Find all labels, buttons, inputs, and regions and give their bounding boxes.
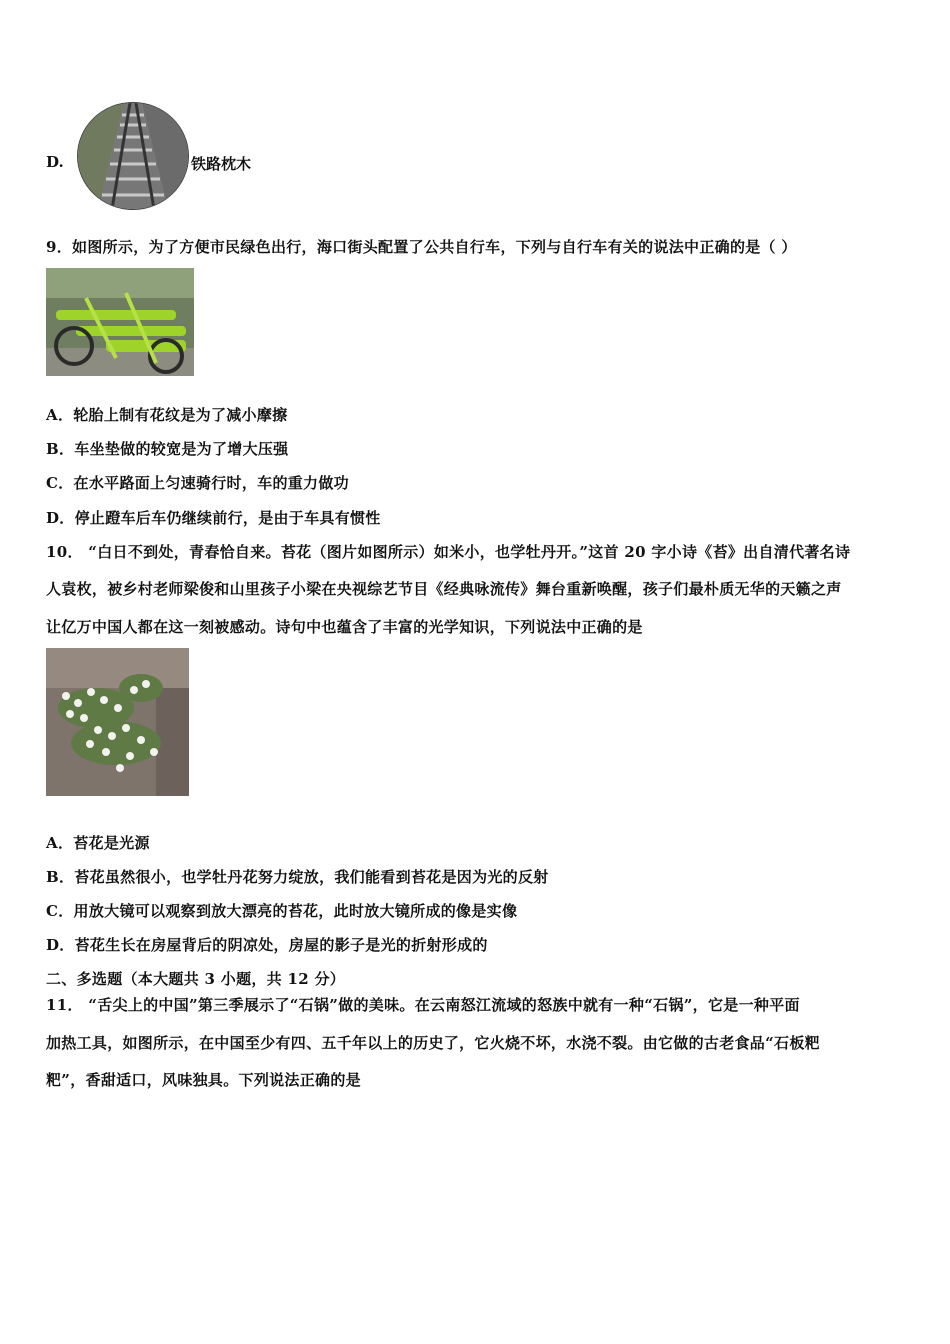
q9-option-b: B．车坐垫做的较宽是为了增大压强 bbox=[46, 440, 289, 458]
q9-option-d: D．停止蹬车后车仍继续前行，是由于车具有惯性 bbox=[46, 509, 381, 527]
q11-stem-line-2: 加热工具，如图所示，在中国至少有四、五千年以上的历史了，它火烧不坏，水浇不裂。由它做的古老食品“石板粑 bbox=[46, 1034, 820, 1052]
q10-option-d: D．苔花生长在房屋背后的阴凉处，房屋的影子是光的折射形成的 bbox=[46, 936, 488, 954]
railway-sleepers-image bbox=[77, 102, 189, 210]
q8-option-d-label: D. bbox=[46, 153, 64, 171]
q10-option-c: C．用放大镜可以观察到放大漂亮的苔花，此时放大镜所成的像是实像 bbox=[46, 902, 518, 920]
q10-stem-line-3: 让亿万中国人都在这一刻被感动。诗句中也蕴含了丰富的光学知识，下列说法中正确的是 bbox=[46, 618, 643, 636]
q11-stem-line-1: 11． “舌尖上的中国”第三季展示了“石锅”做的美味。在云南怒江流域的怒族中就有一种“石锅”，它是一种平面 bbox=[46, 996, 800, 1014]
q9-option-c: C．在水平路面上匀速骑行时，车的重力做功 bbox=[46, 474, 349, 492]
moss-flowers-image bbox=[46, 648, 189, 796]
q9-stem: 9．如图所示，为了方便市民绿色出行，海口街头配置了公共自行车，下列与自行车有关的说法中正确的是（ ） bbox=[46, 238, 797, 256]
section-heading: 二、多选题（本大题共 3 小题，共 12 分） bbox=[46, 970, 346, 988]
q10-option-a: A．苔花是光源 bbox=[46, 834, 150, 852]
q8-option-d-text: 铁路枕木 bbox=[191, 155, 252, 173]
public-bicycles-image bbox=[46, 268, 194, 376]
q11-stem-line-3: 粑”，香甜适口，风味独具。下列说法正确的是 bbox=[46, 1071, 361, 1089]
q9-option-a: A．轮胎上制有花纹是为了减小摩擦 bbox=[46, 406, 288, 424]
q10-stem-line-1: 10． “白日不到处，青春恰自来。苔花（图片如图所示）如米小，也学牡丹开。”这首 20 字小诗《苔》出自清代著名诗 bbox=[46, 543, 851, 561]
q10-option-b: B．苔花虽然很小，也学牡丹花努力绽放，我们能看到苔花是因为光的反射 bbox=[46, 868, 549, 886]
q10-stem-line-2: 人袁枚，被乡村老师梁俊和山里孩子小梁在央视综艺节目《经典咏流传》舞台重新唤醒，孩子们最朴质无华的天籁之声 bbox=[46, 580, 842, 598]
